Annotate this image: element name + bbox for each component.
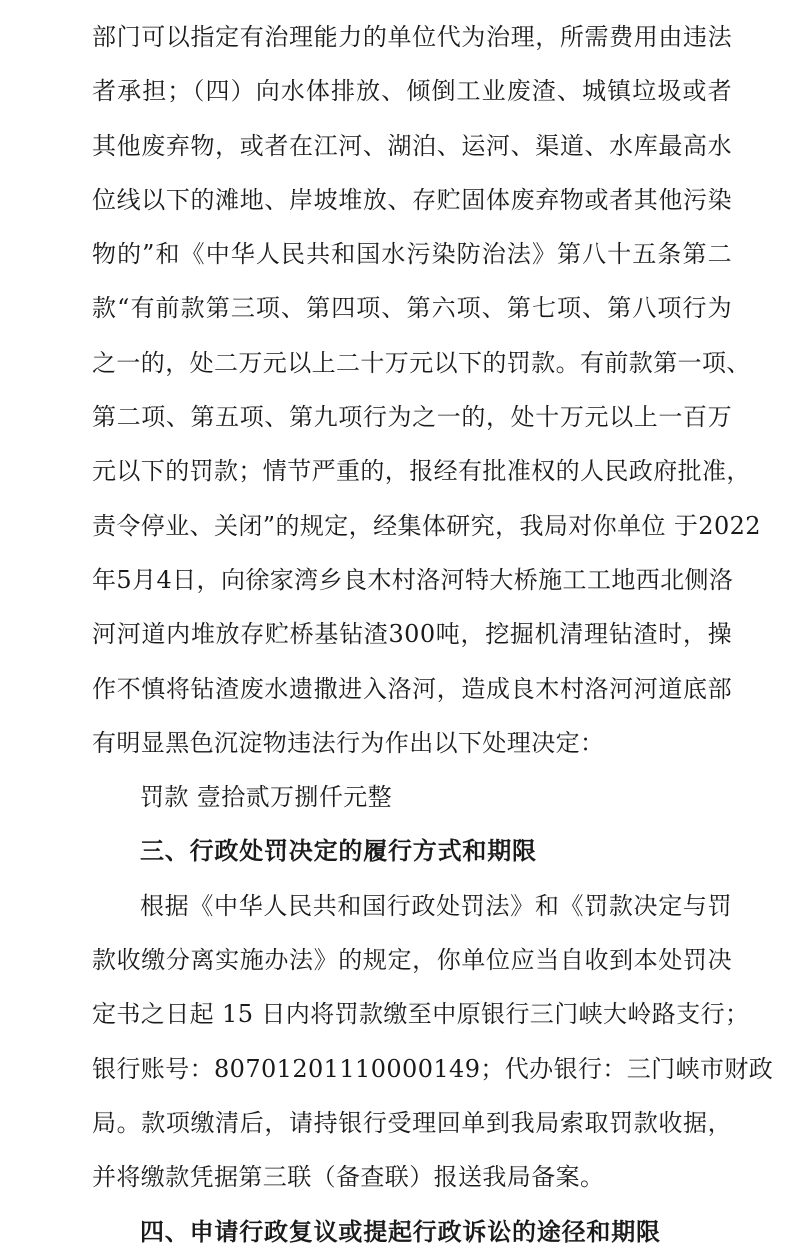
penalty-amount-line: 罚款 壹拾贰万捌仟元整: [140, 783, 393, 812]
body-text-line: 局。款项缴清后，请持银行受理回单到我局索取罚款收据，: [92, 1108, 732, 1137]
body-text-line: 年5月4日，向徐家湾乡良木村洛河特大桥施工工地西北侧洛: [92, 565, 734, 594]
body-text-line: 其他废弃物，或者在江河、湖泊、运河、渠道、水库最高水: [92, 131, 732, 160]
body-text-line: 河河道内堆放存贮桥基钻渣300吨，挖掘机清理钻渣时，操: [92, 620, 732, 649]
section-heading: 三、行政处罚决定的履行方式和期限: [140, 837, 537, 866]
body-text-line: 款“有前款第三项、第四项、第六项、第七项、第八项行为: [92, 294, 732, 323]
body-text-line: 第二项、第五项、第九项行为之一的，处十万元以上一百万: [92, 403, 732, 432]
body-text-line: 作不慎将钻渣废水遗撒进入洛河，造成良木村洛河河道底部: [92, 674, 732, 703]
body-text-line: 位线以下的滩地、岸坡堆放、存贮固体废弃物或者其他污染: [92, 185, 732, 214]
body-text-line: 者承担；（四）向水体排放、倾倒工业废渣、城镇垃圾或者: [92, 77, 732, 106]
body-text-line: 责令停业、关闭”的规定，经集体研究，我局对你单位 于2022: [92, 511, 761, 540]
body-text-line: 并将缴款凭据第三联（备查联）报送我局备案。: [92, 1163, 605, 1192]
bank-account-line: 银行账号：80701201110000149；代办银行：三门峡市财政: [92, 1054, 774, 1083]
body-text-line: 有明显黑色沉淀物违法行为作出以下处理决定：: [92, 728, 605, 757]
section-heading: 四、申请行政复议或提起行政诉讼的途径和期限: [140, 1217, 661, 1246]
document-page: [92, 10, 774, 1259]
body-text-line: 物的”和《中华人民共和国水污染防治法》第八十五条第二: [92, 240, 732, 269]
body-text-line: 款收缴分离实施办法》的规定，你单位应当自收到本处罚决: [92, 946, 732, 975]
body-text-line: 部门可以指定有治理能力的单位代为治理，所需费用由违法: [92, 23, 732, 51]
body-text-line: 之一的，处二万元以上二十万元以下的罚款。有前款第一项、: [92, 348, 751, 377]
body-text-line: 根据《中华人民共和国行政处罚法》和《罚款决定与罚: [140, 891, 732, 920]
body-text-line: 元以下的罚款；情节严重的，报经有批准权的人民政府批准，: [92, 457, 751, 486]
body-text-line: 定书之日起 15 日内将罚款缴至中原银行三门峡大岭路支行；: [92, 1000, 750, 1029]
